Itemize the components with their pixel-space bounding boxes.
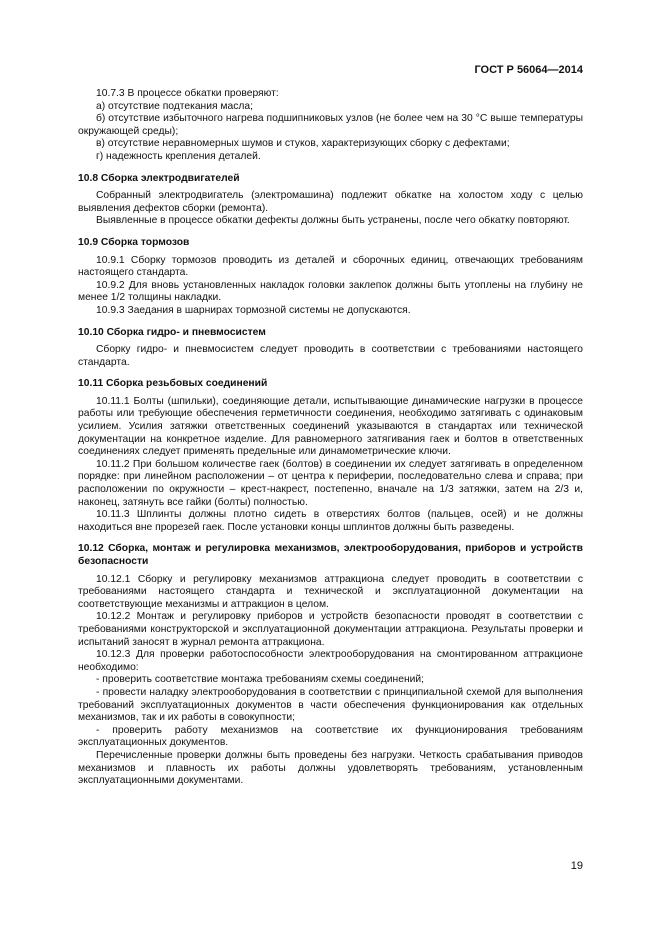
paragraph: Собранный электродвигатель (электромашина) подлежит обкатке на холостом ходу с целью выявления дефектов сборки (ремонта).	[78, 190, 583, 214]
paragraph: 10.9.1 Сборку тормозов проводить из деталей и сборочных единиц, отвечающих требованиям настоящего стандарта.	[78, 254, 583, 279]
paragraph: 10.12.3 Для проверки работоспособности электрооборудования на смонтированном аттракционе необходимо:	[78, 649, 583, 673]
document-body	[78, 88, 583, 788]
section-heading: 10.9 Сборка тормозов	[78, 236, 190, 248]
paragraph: 10.12.1 Сборку и регулировку механизмов аттракциона следует проводить в соответствии с требованиями настоящего стандарта и технической и эксплуатационной документации на соответствующие механизмы и аттракцион в целом.	[78, 573, 583, 610]
paragraph: 10.9.3 Заедания в шарнирах тормозной системы не допускаются.	[96, 304, 411, 316]
paragraph: 10.11.3 Шплинты должны плотно сидеть в отверстиях болтов (пальцев, осей) и не должны находиться вне прорезей гаек. После установки концы шплинтов должны быть разведены.	[78, 509, 583, 533]
paragraph: 10.11.1 Болты (шпильки), соединяющие детали, испытывающие динамические нагрузки в процессе работы или требующие обеспечения герметичности соединения, необходимо затягивать с одинаковым усилием. Усилия затяжки ответственных соединений указываются в стандартах или технической документации на конкретное изделие. Для равномерного затягивания гаек и болтов в ответственных соединениях следует применять предельные или динамометрические ключи.	[78, 395, 583, 458]
paragraph: Перечисленные проверки должны быть проведены без нагрузки. Четкость срабатывания приводов механизмов и плавность их работы должны удовлетворять требованиям, установленным эксплуатационными документами.	[78, 749, 583, 787]
section-heading: 10.12 Сборка, монтаж и регулировка механизмов, электрооборудования, приборов и устройств безопасности	[78, 543, 583, 567]
section-heading: 10.10 Сборка гидро- и пневмосистем	[78, 326, 266, 338]
paragraph: 10.7.3 В процессе обкатки проверяют:	[96, 88, 279, 99]
standard-header: ГОСТ Р 56064—2014	[474, 64, 583, 76]
paragraph: - провести наладку электрооборудования в соответствии с принципиальной схемой для выполнения требований эксплуатационных документов в части обеспечения функционирования как отдельных механизмов, так и их работы в совокупности;	[78, 686, 583, 724]
paragraph: в) отсутствие неравномерных шумов и стуков, характеризующих сборку с дефектами;	[96, 138, 510, 150]
paragraph: 10.9.2 Для вновь установленных накладок головки заклепок должны быть утоплены на глубину не менее 1/2 толщины накладки.	[78, 279, 583, 304]
page-number: 19	[570, 860, 583, 872]
section-heading: 10.11 Сборка резьбовых соединений	[78, 378, 268, 390]
paragraph: а) отсутствие подтекания масла;	[96, 100, 253, 112]
paragraph: Выявленные в процессе обкатки дефекты должны быть устранены, после чего обкатку повторяют.	[96, 215, 570, 227]
paragraph: 10.12.2 Монтаж и регулировку приборов и устройств безопасности проводят в соответствии с требованиями конструкторской и эксплуатационной документации аттракциона. Результаты проверки и испытаний заносят в журнал ремонта аттракциона.	[78, 611, 583, 648]
paragraph: - проверить соответствие монтажа требованиям схемы соединений;	[96, 674, 425, 686]
paragraph: г) надежность крепления деталей.	[96, 150, 261, 162]
paragraph: 10.11.2 При большом количестве гаек (болтов) в соединении их следует затягивать в определенном порядке: при линейном расположении – от центра к периферии, последовательно слева и справа; при расположении по окружности – крест-накрест, постепенно, вначале на 1/3 затяжки, затем на 2/3 и, наконец, затянуть все гайки (болты) полностью.	[78, 458, 583, 508]
section-heading: 10.8 Сборка электродвигателей	[78, 172, 240, 184]
paragraph: Сборку гидро- и пневмосистем следует проводить в соответствии с требованиями настоящего стандарта.	[78, 344, 583, 368]
paragraph: б) отсутствие избыточного нагрева подшипниковых узлов (не более чем на 30 °С выше температуры окружающей среды);	[78, 113, 583, 137]
paragraph: - проверить работу механизмов на соответствие их функционирования требованиям эксплуатационных документов.	[78, 724, 583, 749]
